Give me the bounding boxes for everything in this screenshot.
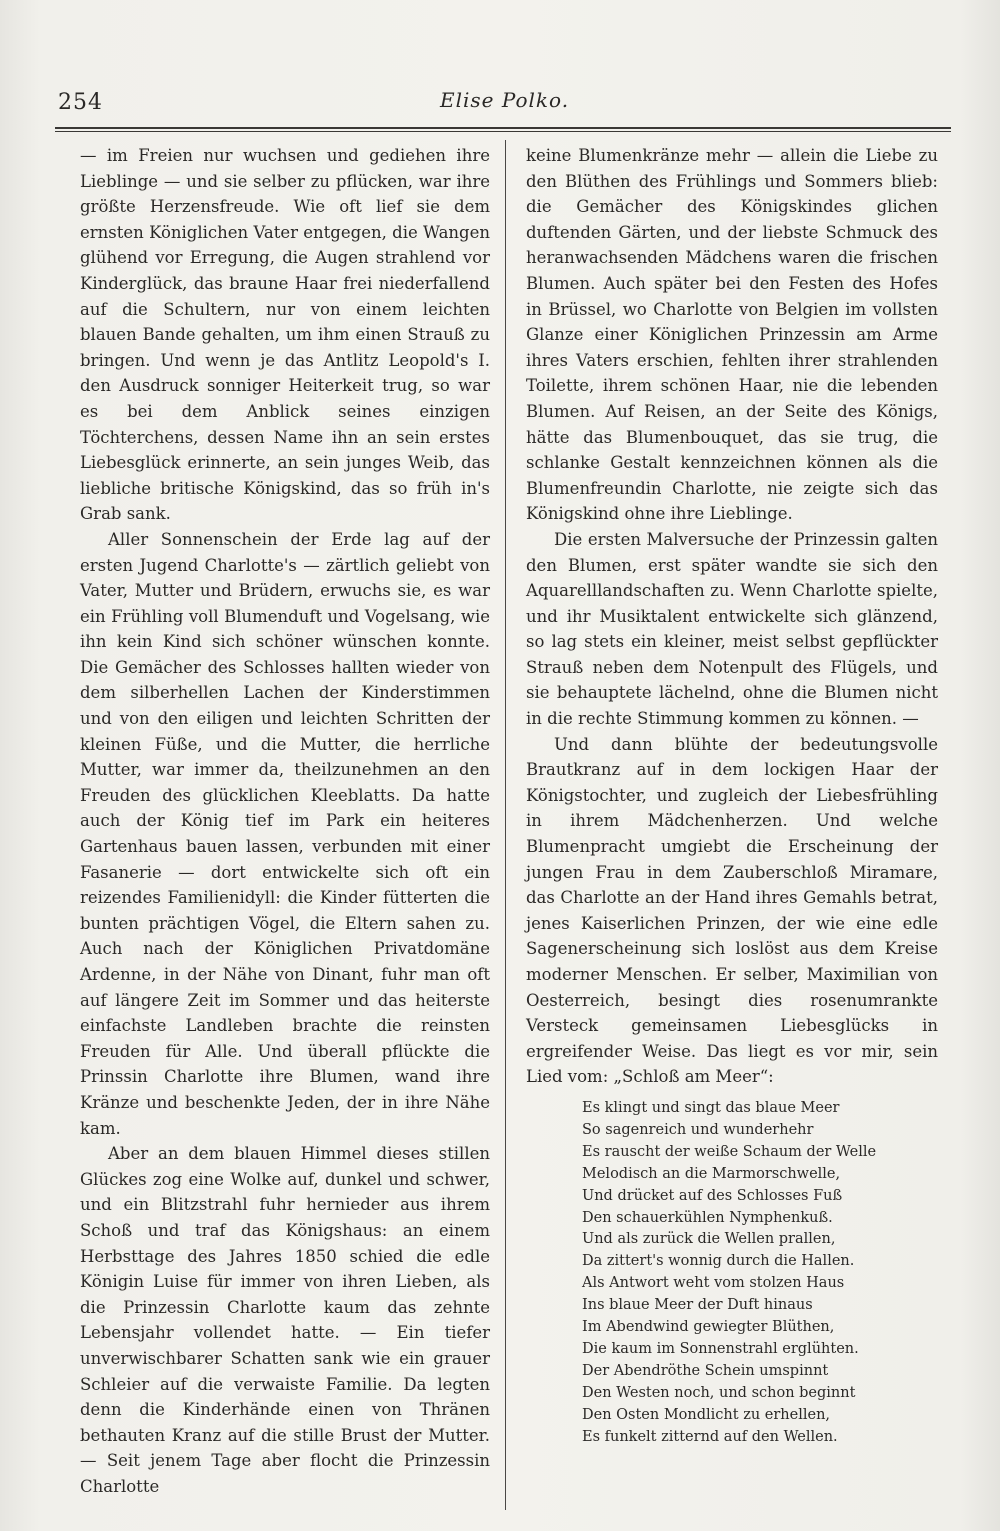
poem-line: Und als zurück die Wellen prallen, — [582, 1231, 836, 1248]
paragraph: Aber an dem blauen Himmel dieses stillen Glückes zog eine Wolke auf, dunkel und schwer, und ein Blitzstrahl fuhr hernieder aus ihrem Schoß und traf das Königshaus: an einem Herbsttage des Jahres 1850 schied die edle Königin Luise für immer von ihren Lieben, als die Prinzessin Charlotte kaum das zehnte Lebensjahr vollendet hatte. — Ein tiefer unverwischbarer Schatten sank wie ein grauer Schleier auf die verwaiste Familie. Da legten denn die Kinderhände einen von Thränen bethauten Kranz auf die stille Brust der Mutter. — Seit jenem Tage aber flocht die Prinzessin Charlotte — [80, 1144, 490, 1496]
running-head: Elise Polko. — [440, 88, 570, 112]
paragraph: Und dann blühte der bedeutungsvolle Brautkranz auf in dem lockigen Haar der Königstochter, und zugleich der Liebesfrühling in ihrem Mädchenherzen. Und welche Blumenpracht umgiebt die Erscheinung der jungen Frau in dem Zauberschloß Miramare, das Charlotte an der Hand ihres Gemahls betrat, jenes Kaiserlichen Prinzen, der wie eine edle Sagenerscheinung sich loslöst aus dem Kreise moderner Menschen. Er selber, Maximilian von Oesterreich, besingt dies rosenumrankte Versteck gemeinsamen Liebesglücks in ergreifender Weise. Das liegt es vor mir, sein Lied vom: „Schloß am Meer“: — [526, 734, 938, 1087]
poem-line: Melodisch an die Marmorschwelle, — [582, 1165, 841, 1182]
poem-line: So sagenreich und wunderhehr — [582, 1121, 814, 1138]
poem-line: Und drücket auf des Schlosses Fuß — [582, 1187, 843, 1204]
poem-line: Die kaum im Sonnenstrahl erglühten. — [582, 1340, 859, 1357]
poem — [582, 1098, 938, 1449]
paragraph: Aller Sonnenschein der Erde lag auf der ersten Jugend Charlotte's — zärtlich geliebt von Vater, Mutter und Brüdern, erwuchs sie, es war ein Frühling voll Blumenduft und Vogelsang, wie ihn kein Kind sich schöner wünschen konnte. Die Gemächer des Schlosses hallten wieder von dem silberhellen Lachen der Kinderstimmen und von den eiligen und leichten Schritten der kleinen Füße, und die Mutter, die herrliche Mutter, war immer da, theilzunehmen an den Freuden des glücklichen Kleeblatts. Da hatte auch der König tief im Park ein heiteres Gartenhaus bauen lassen, verbunden mit einer Fasanerie — dort entwickelte sich oft ein reizendes Familienidyll: die Kinder fütterten die bunten prächtigen Vögel, die Eltern sahen zu. Auch nach der Königlichen Privatdomäne Ardenne, in der Nähe von Dinant, fuhr man oft auf längere Zeit im Sommer und das heiterste einfachste Landleben brachte die reinsten Freuden für Alle. Und überall pflückte die Prinssin Charlotte ihre Blumen, wand ihre Kränze und beschenkte Jeden, der in ihre Nähe kam. — [80, 529, 490, 1138]
poem-line: Es rauscht der weiße Schaum der Welle — [582, 1143, 877, 1160]
poem-line: Im Abendwind gewiegter Blüthen, — [582, 1319, 835, 1336]
right-column — [526, 143, 938, 1448]
paragraph: keine Blumenkränze mehr — allein die Liebe zu den Blüthen des Frühlings und Sommers blieb: die Gemächer des Königskindes glichen duftenden Gärten, und der liebste Schmuck des heranwachsenden Mädchens waren die frischen Blumen. Auch später bei den Festen des Hofes in Brüssel, wo Charlotte von Belgien im vollsten Glanze einer Königlichen Prinzessin am Arme ihres Vaters erschien, fehlten ihrer strahlenden Toilette, ihrem schönen Haar, nie die lebenden Blumen. Auf Reisen, an der Seite des Königs, hätte das Blumenbouquet, das sie trug, die schlanke Gestalt kennzeichnen können als die Blumenfreundin Charlotte, nie zeigte sich das Königskind ohne ihre Lieblinge. — [526, 146, 938, 524]
poem-line: Es klingt und singt das blaue Meer — [582, 1099, 840, 1116]
poem-line: Ins blaue Meer der Duft hinaus — [582, 1297, 813, 1314]
poem-line: Den Osten Mondlicht zu erhellen, — [582, 1406, 831, 1423]
paragraph: Die ersten Malversuche der Prinzessin galten den Blumen, erst später wandte sie sich den Aquarelllandschaften zu. Wenn Charlotte spielte, und ihr Musiktalent entwickelte sich glänzend, so lag stets ein kleiner, meist selbst gepflückter Strauß neben dem Notenpult des Flügels, und sie behauptete lächelnd, ohne die Blumen nicht in die rechte Stimmung kommen zu können. — — [526, 529, 938, 729]
poem-line: Es funkelt zitternd auf den Wellen. — [582, 1428, 838, 1445]
poem-line: Als Antwort weht vom stolzen Haus — [582, 1275, 845, 1292]
poem-line: Da zittert's wonnig durch die Hallen. — [582, 1253, 855, 1270]
left-column — [80, 143, 490, 1499]
poem-line: Der Abendröthe Schein umspinnt — [582, 1362, 829, 1379]
header-rule — [55, 127, 951, 132]
column-divider — [505, 140, 506, 1510]
poem-line: Den schauerkühlen Nymphenkuß. — [582, 1209, 833, 1226]
poem-line: Den Westen noch, und schon beginnt — [582, 1384, 856, 1401]
page-number: 254 — [58, 90, 103, 115]
paragraph: — im Freien nur wuchsen und gediehen ihre Lieblinge — und sie selber zu pflücken, war ihre größte Herzensfreude. Wie oft lief sie dem ernsten Königlichen Vater entgegen, die Wangen glühend vor Erregung, die Augen strahlend vor Kinderglück, das braune Haar frei niederfallend auf die Schultern, nur von einem leichten blauen Bande gehalten, um ihm einen Strauß zu bringen. Und wenn je das Antlitz Leopold's I. den Ausdruck sonniger Heiterkeit trug, so war es bei dem Anblick seines einzigen Töchterchens, dessen Name ihn an sein erstes Liebesglück erinnerte, an sein junges Weib, das liebliche britische Königskind, das so früh in's Grab sank. — [80, 146, 490, 524]
